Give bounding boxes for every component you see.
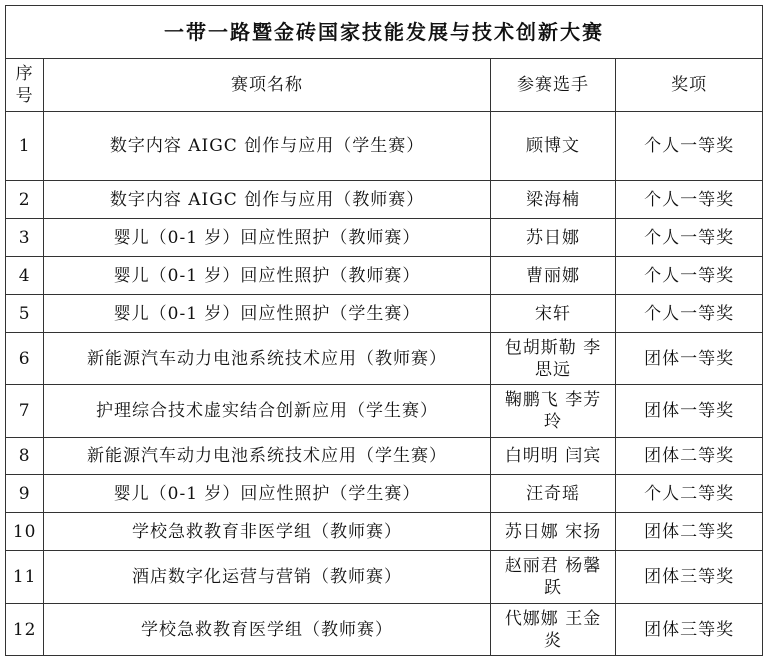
cell-event: 护理综合技术虚实结合创新应用（学生赛） — [44, 385, 491, 438]
cell-no: 9 — [6, 475, 44, 513]
cell-no: 4 — [6, 257, 44, 295]
table-row — [6, 513, 763, 551]
cell-player: 梁海楠 — [490, 181, 615, 219]
cell-event: 酒店数字化运营与营销（教师赛） — [44, 551, 491, 604]
award-table — [5, 5, 763, 656]
cell-no: 10 — [6, 513, 44, 551]
cell-award: 个人一等奖 — [616, 181, 763, 219]
table-row — [6, 333, 763, 385]
cell-player: 苏日娜 宋扬 — [490, 513, 615, 551]
cell-player: 顾博文 — [490, 112, 615, 181]
cell-award: 团体一等奖 — [616, 385, 763, 438]
cell-event: 学校急救教育医学组（教师赛） — [44, 604, 491, 656]
table-row — [6, 295, 763, 333]
table-row — [6, 219, 763, 257]
cell-no: 8 — [6, 438, 44, 475]
table-row — [6, 181, 763, 219]
table-row — [6, 475, 763, 513]
table-title: 一带一路暨金砖国家技能发展与技术创新大赛 — [6, 6, 763, 59]
cell-award: 团体一等奖 — [616, 333, 763, 385]
cell-event: 婴儿（0-1 岁）回应性照护（教师赛） — [44, 219, 491, 257]
cell-award: 团体三等奖 — [616, 604, 763, 656]
header-seq-line1: 序 — [15, 64, 34, 84]
cell-award: 个人一等奖 — [616, 257, 763, 295]
cell-no: 7 — [6, 385, 44, 438]
header-event: 赛项名称 — [44, 59, 491, 112]
table-row — [6, 257, 763, 295]
cell-award: 个人二等奖 — [616, 475, 763, 513]
table-row — [6, 385, 763, 438]
cell-event: 婴儿（0-1 岁）回应性照护（学生赛） — [44, 475, 491, 513]
table-row — [6, 551, 763, 604]
cell-event: 数字内容 AIGC 创作与应用（学生赛） — [44, 112, 491, 181]
cell-award: 团体二等奖 — [616, 513, 763, 551]
cell-player: 赵丽君 杨馨跃 — [490, 551, 615, 604]
cell-player: 鞠鹏飞 李芳玲 — [490, 385, 615, 438]
cell-event: 数字内容 AIGC 创作与应用（教师赛） — [44, 181, 491, 219]
header-seq — [6, 59, 44, 112]
cell-award: 个人一等奖 — [616, 112, 763, 181]
cell-player: 包胡斯勒 李思远 — [490, 333, 615, 385]
table-row — [6, 112, 763, 181]
cell-no: 12 — [6, 604, 44, 656]
cell-player: 代娜娜 王金炎 — [490, 604, 615, 656]
cell-player: 苏日娜 — [490, 219, 615, 257]
cell-player: 曹丽娜 — [490, 257, 615, 295]
cell-no: 3 — [6, 219, 44, 257]
cell-event: 婴儿（0-1 岁）回应性照护（学生赛） — [44, 295, 491, 333]
cell-event: 新能源汽车动力电池系统技术应用（教师赛） — [44, 333, 491, 385]
cell-no: 6 — [6, 333, 44, 385]
cell-no: 1 — [6, 112, 44, 181]
cell-player: 宋轩 — [490, 295, 615, 333]
cell-event: 新能源汽车动力电池系统技术应用（学生赛） — [44, 438, 491, 475]
table-row — [6, 438, 763, 475]
header-award: 奖项 — [616, 59, 763, 112]
table-row — [6, 604, 763, 656]
cell-no: 11 — [6, 551, 44, 604]
cell-event: 学校急救教育非医学组（教师赛） — [44, 513, 491, 551]
header-seq-line2: 号 — [15, 86, 34, 106]
title-row — [6, 6, 763, 59]
cell-award: 个人一等奖 — [616, 219, 763, 257]
cell-no: 5 — [6, 295, 44, 333]
header-row — [6, 59, 763, 112]
cell-player: 白明明 闫宾 — [490, 438, 615, 475]
header-player: 参赛选手 — [490, 59, 615, 112]
cell-award: 个人一等奖 — [616, 295, 763, 333]
cell-player: 汪奇瑶 — [490, 475, 615, 513]
cell-event: 婴儿（0-1 岁）回应性照护（教师赛） — [44, 257, 491, 295]
cell-no: 2 — [6, 181, 44, 219]
cell-award: 团体二等奖 — [616, 438, 763, 475]
cell-award: 团体三等奖 — [616, 551, 763, 604]
